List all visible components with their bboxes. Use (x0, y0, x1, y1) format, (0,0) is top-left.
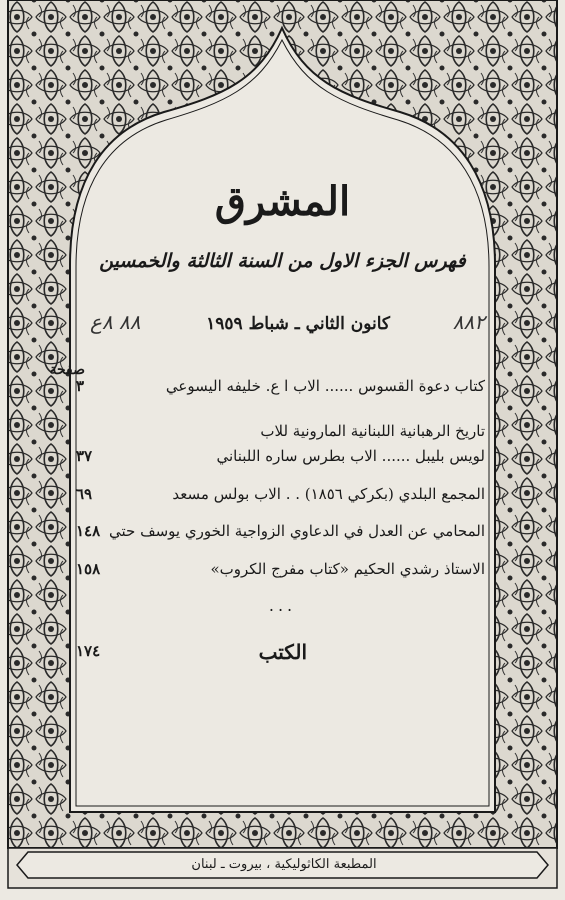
toc-entry-page: ١٥٨ (76, 560, 101, 578)
toc-entry-page: ١٤٨ (76, 522, 101, 540)
date-line (90, 310, 485, 340)
footer-imprint-bar (28, 852, 540, 878)
toc-entry-text: لويس بليبل ...... الاب بطرس ساره اللبناني (216, 447, 485, 465)
toc-entry-text: كتاب دعوة القسوس ...... الاب ا ع. خليفه اليسوعي (165, 377, 485, 395)
section-ellipsis: ... (268, 596, 297, 615)
toc-entry-text: المحامي عن العدل في الدعاوي الزواجية الخوري يوسف حتي (109, 522, 485, 540)
page-title: المشرق (214, 178, 351, 225)
books-section-page: ١٧٤ (76, 642, 101, 660)
toc-entry-text: الاستاذ رشدي الحكيم «كتاب مفرج الكروب» (210, 560, 485, 578)
toc-entry-text: تاريخ الرهبانية اللبنانية المارونية للاب (260, 422, 485, 440)
toc-entry-text: المجمع البلدي (بكركي ١٨٥٦) . . الاب بولس مسعد (172, 485, 485, 503)
toc-entry-page: ٣ (76, 377, 85, 395)
toc-entry-page: ٣٧ (76, 447, 93, 465)
toc-entry-page: ٦٩ (76, 485, 93, 503)
page-subtitle: فهرس الجزء الاول من السنة الثالثة والخمسين (99, 250, 466, 272)
handwritten-annotation: ٨٨ ٨ع (90, 310, 141, 334)
issue-date: كانون الثاني ـ شباط ١٩٥٩ (206, 314, 390, 334)
publisher-imprint: المطبعة الكاثوليكية ، بيروت ـ لبنان (191, 857, 377, 872)
handwritten-number: ٨٨٢ (452, 310, 485, 334)
page-column-header: صفحة (49, 362, 85, 378)
books-section-label: الكتب (258, 640, 307, 664)
